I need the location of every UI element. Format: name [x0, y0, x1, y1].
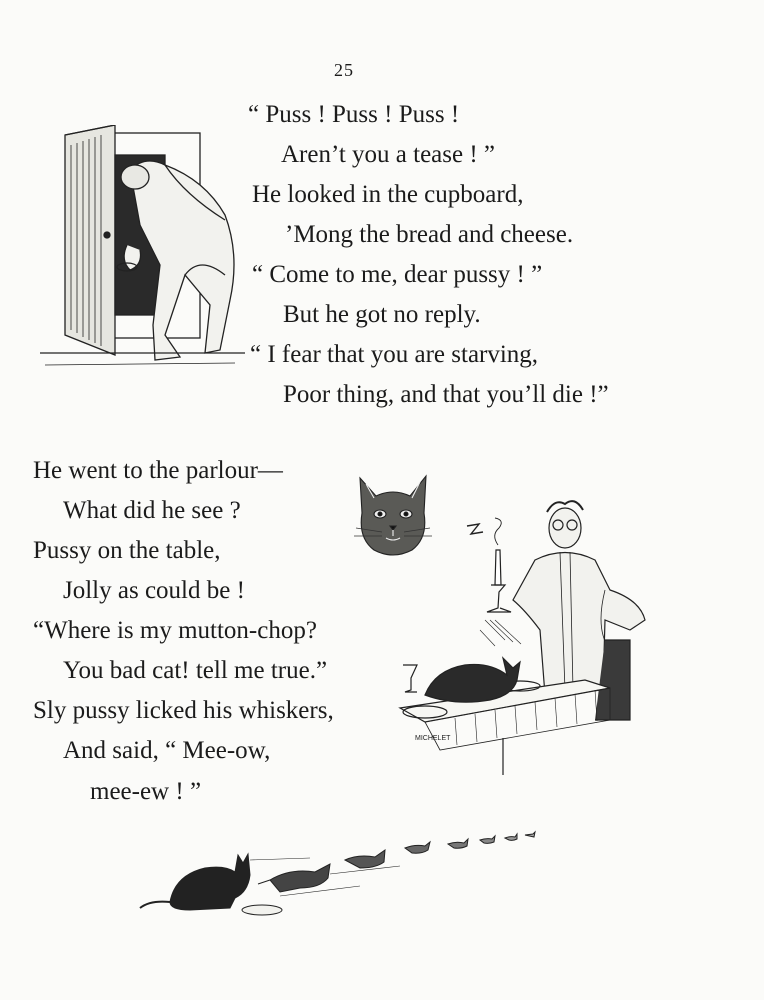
verse-line: “ Puss ! Puss ! Puss !: [248, 101, 460, 128]
verse-line: “Where is my mutton-chop?: [33, 617, 317, 644]
verse-line: You bad cat! tell me true.”: [63, 657, 328, 684]
verse-line: Poor thing, and that you’ll die !”: [283, 381, 609, 408]
verse-line: Sly pussy licked his whiskers,: [33, 697, 334, 724]
verse-line: But he got no reply.: [283, 301, 481, 328]
running-cats-illustration: [130, 830, 550, 925]
verse-line: mee-ew ! ”: [90, 778, 202, 805]
illustration-signature: MICHELET: [415, 735, 451, 742]
cupboard-illustration: [35, 125, 250, 375]
verse-line: He looked in the cupboard,: [252, 181, 524, 208]
verse-line: “ Come to me, dear pussy ! ”: [252, 261, 543, 288]
verse-line: He went to the parlour—: [33, 457, 283, 484]
verse-line: What did he see ?: [63, 497, 241, 524]
parlour-illustration: [395, 490, 660, 775]
verse-line: ’Mong the bread and cheese.: [285, 221, 574, 248]
verse-line: “ I fear that you are starving,: [250, 341, 539, 368]
verse-line: Jolly as could be !: [63, 577, 245, 604]
verse-line: Pussy on the table,: [33, 537, 221, 564]
verse-line: And said, “ Mee-ow,: [63, 737, 271, 764]
verse-line: Aren’t you a tease ! ”: [281, 141, 496, 168]
page-number: 25: [334, 60, 354, 80]
